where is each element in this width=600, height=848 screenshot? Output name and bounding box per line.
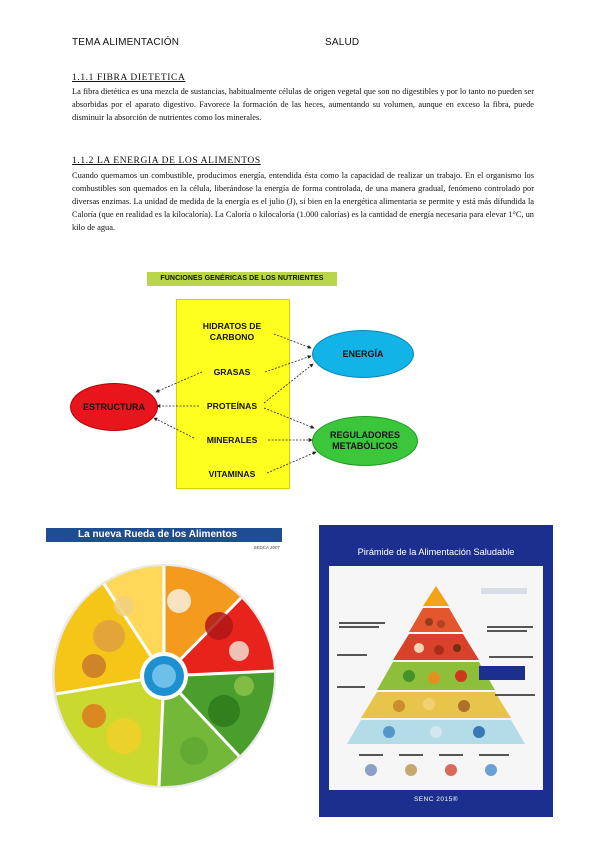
arrow-vitaminas-reguladores bbox=[267, 452, 316, 473]
nutrient-grasas: GRASAS bbox=[213, 367, 251, 377]
pyramid-layer-top bbox=[423, 586, 449, 606]
header-subject: SALUD bbox=[325, 37, 360, 48]
pyramid-footer: SENC 2015® bbox=[413, 796, 459, 803]
section-title-energia: 1.1.2 LA ENERGIA DE LOS ALIMENTOS bbox=[72, 156, 261, 166]
diagram-arrows bbox=[62, 270, 422, 490]
arrow-minerales-estructura bbox=[154, 418, 194, 438]
structure-ellipse: ESTRUCTURA bbox=[70, 383, 158, 431]
energy-ellipse: ENERGÍA bbox=[312, 330, 414, 378]
arrow-hidratos-energia bbox=[274, 334, 311, 348]
wheel-logo: SEDCA 2007 bbox=[253, 545, 280, 550]
pyramid-layer-2 bbox=[409, 608, 463, 632]
pyramid-title: Pirámide de la Alimentación Saludable bbox=[357, 547, 515, 557]
pyramid-layer-5 bbox=[361, 692, 511, 718]
food-pyramid-image bbox=[319, 525, 553, 817]
regulators-label: REGULADORES METABÓLICOS bbox=[329, 430, 400, 451]
arrow-grasas-energia bbox=[265, 356, 311, 372]
header-topic: TEMA ALIMENTACIÓN bbox=[72, 37, 180, 48]
nutrient-minerales: MINERALES bbox=[206, 435, 258, 445]
pyramid-panel bbox=[329, 566, 543, 790]
nutrient-functions-diagram bbox=[62, 270, 422, 490]
pyramid-badge bbox=[479, 666, 525, 680]
arrow-proteinas-energia bbox=[264, 364, 313, 403]
wheel-title: La nueva Rueda de los Alimentos bbox=[46, 528, 282, 542]
food-wheel-illustration bbox=[50, 550, 278, 792]
diagram-title: FUNCIONES GENÉRICAS DE LOS NUTRIENTES bbox=[147, 272, 337, 286]
paragraph-fibra: La fibra dietética es una mezcla de sustancias, habitualmente células de origen vegetal que son no digestibles y por lo tanto no pueden ser absorbidas por el aparato digestivo. Favorece la formación de las heces, aumentando su volumen, aunque en exceso la fibra, puede disminuir la absorción de nutrientes como los minerales. bbox=[72, 87, 534, 122]
paragraph-energia: Cuando quemamos un combustible, producimos energía, entendida ésta como la capacidad de realizar un trabajo. En el organismo los combustibles son quemados en la célula, liberándose la energía de forma controlada, de una manera gradual, fenómeno controlado por diversas enzimas. La unidad de medida de la energía es el julio (J), si bien en la energética alimentaria se permite y está más difundida la Caloría (que en realidad es la kilocaloría). La Caloría o kilocaloría (1.000 calorías) es la cantidad de energía necesaria para elevar 1°C, un kilo de agua. bbox=[72, 171, 534, 232]
pyramid-illustration bbox=[329, 566, 543, 790]
nutrient-vitaminas: VITAMINAS bbox=[208, 469, 256, 479]
nutrient-hidratos: HIDRATOS DE CARBONO bbox=[202, 321, 262, 342]
arrow-grasas-estructura bbox=[156, 372, 202, 392]
section-title-fibra: 1.1.1 FIBRA DIETETICA bbox=[72, 73, 186, 83]
food-wheel-image bbox=[46, 528, 282, 796]
arrow-proteinas-reguladores bbox=[264, 408, 314, 428]
nutrient-proteinas: PROTEÍNAS bbox=[206, 401, 258, 411]
